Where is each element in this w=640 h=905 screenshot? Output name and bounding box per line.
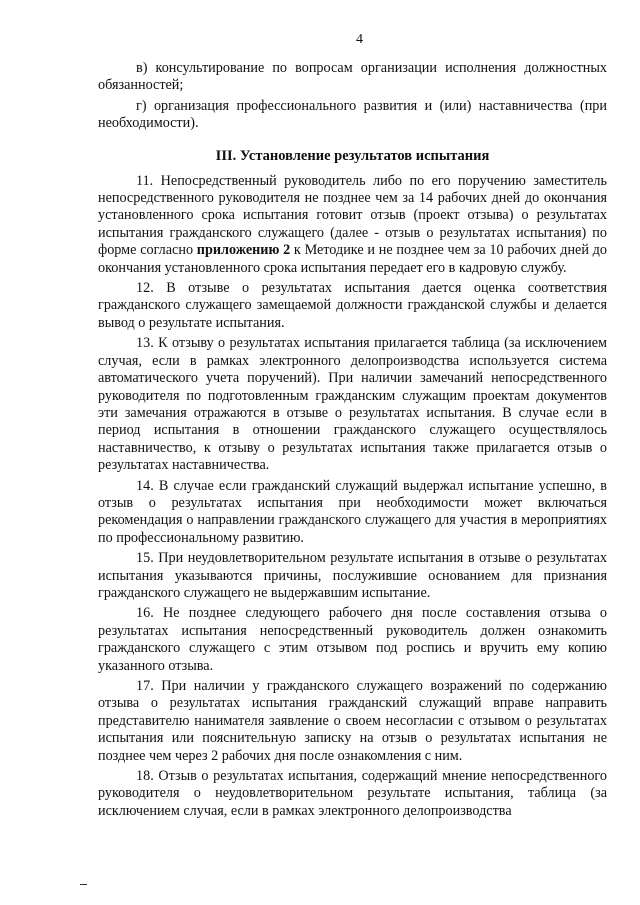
paragraph-16: 16. Не позднее следующего рабочего дня после составления отзыва о результатах испытания непосредственный руководитель должен ознакомить гражданского служащего с этим отзывом под роспись и вручить ему копию указанного отзыва. [98, 605, 607, 674]
list-item-g: г) организация профессионального развития и (или) наставничества (при необходимости). [98, 97, 607, 132]
page-number: 4 [356, 32, 363, 47]
section-heading: III. Установление результатов испытания [215, 147, 490, 164]
paragraph-13: 13. К отзыву о результатах испытания прилагается таблица (за исключением случая, если в рамках электронного делопроизводства используется система автоматического учета поручений). При наличии замечаний непосредственного руководителя по подготовленным гражданским служащим проектам документов эти замечания отражаются в отзыве о результатах испытания. В случае если в период испытания в отношении гражданского служащего осуществлялось наставничество, к отзыву о результатах испытания также прилагается отзыв о результатах наставничества. [98, 335, 607, 474]
paragraph-18: 18. Отзыв о результатах испытания, содержащий мнение непосредственного руководителя о неудовлетворительном результате испытания, таблица (за исключением случая, если в рамках электронного делопроизводства [98, 768, 607, 819]
paragraph-11 [98, 173, 607, 277]
paragraph-15: 15. При неудовлетворительном результате испытания в отзыве о результатах испытания указываются причины, послужившие основанием для признания гражданского служащего не выдержавшим испытание. [98, 550, 607, 601]
paragraph-11-text-start: 11. Непосредственный руководитель либо по его поручению заместитель непосредственного руководителя не позднее чем за 14 рабочих дней до окончания установленного срока испытания готовит отзыв (проект отзыва) о результатах испытания гражданского служащего (далее - отзыв о результатах испытания) по форме согласно [98, 172, 607, 259]
paragraph-17: 17. При наличии у гражданского служащего возражений по содержанию отзыва о результатах испытания гражданский служащий вправе направить представителю нанимателя заявление о своем несогласии с отзывом о результатах испытания или пояснительную записку на отзыв о результатах испытания не позднее чем через 2 рабочих дня после ознакомления с ним. [98, 678, 607, 764]
list-item-v: в) консультирование по вопросам организации исполнения должностных обязанностей; [98, 60, 607, 94]
appendix-reference: приложению 2 [196, 242, 291, 259]
scan-mark [80, 884, 87, 885]
paragraph-14: 14. В случае если гражданский служащий выдержал испытание успешно, в отзыв о результатах испытания при необходимости может включаться рекомендация о направлении гражданского служащего для участия в мероприятиях по профессиональному развитию. [98, 477, 607, 546]
paragraph-12: 12. В отзыве о результатах испытания дается оценка соответствия гражданского служащего замещаемой должности гражданской службы и делается вывод о результате испытания. [98, 280, 607, 331]
paragraph-11-text-end: к Методике и не позднее чем за 10 рабочих дней до окончания установленного срока испытания передает его в кадровую службу. [98, 242, 607, 276]
